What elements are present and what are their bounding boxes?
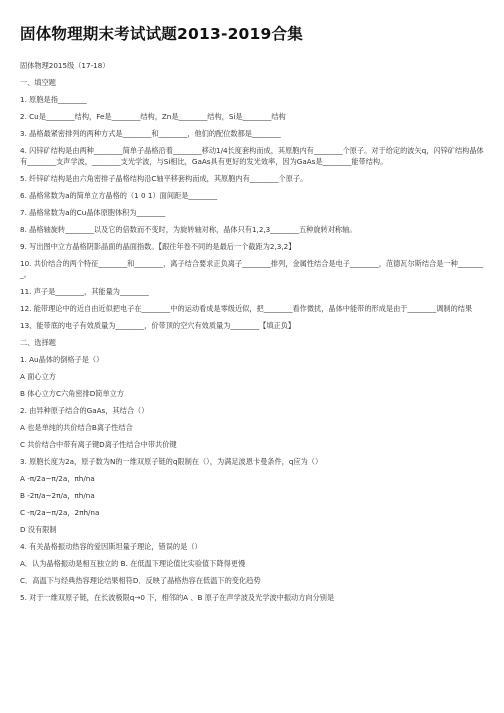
question: 4. 有关晶格振动热容的爱因斯坦量子理论，错误的是（）: [20, 542, 202, 551]
question: 5. 对于一维双原子链，在长波极限q→0 下，相邻的A 、B 原子在声学波及光学波中振动方向分别是: [20, 593, 335, 602]
option: D 没有限制: [20, 525, 57, 534]
option: A 也是单纯的共价结合B离子性结合: [20, 423, 133, 432]
question: 1. 原胞是指________: [20, 95, 87, 104]
section-heading: 二、选择题: [20, 338, 56, 347]
option: C -π/2a~π/2a，2πh/na: [20, 508, 100, 517]
question: 1. Au晶体的倒格子是（）: [20, 355, 104, 364]
question: 11. 声子是________，其能量为________: [20, 287, 149, 296]
question: 3. 原胞长度为2a，原子数为N的一维双原子链的q限制在（），为满足波恩卡曼条件，q应为（）: [20, 457, 323, 466]
option: B 体心立方C六角密排D简单立方: [20, 389, 125, 398]
option: C．高温下与经典热容理论结果相符D．反映了晶格热容在低温下的变化趋势: [20, 576, 261, 585]
text-line: 固体物理2015级（17-18）: [20, 61, 110, 70]
document-title: 固体物理期末考试试题2013-2019合集: [20, 25, 303, 43]
question: 4. 闪锌矿结构是由两种________简单子晶格沿着________移动1/4长度套构而成，其原胞内有________个原子。对于给定的波矢q，闪锌矿结构晶体有________支声学波，________支光学波，与Si相比，GaAs具有更好的发光效率，因为GaAs是________能带结构。: [20, 146, 484, 166]
question: 13、能带底的电子有效质量为________，价带顶的空穴有效质量为________【填正负】: [20, 321, 296, 330]
option: A -π/2a~π/2a，πh/na: [20, 474, 95, 483]
question: 9. 写出图中立方晶格阴影晶面的晶面指数。【跟往年卷不同的是最后一个截距为2,3,2】: [20, 242, 296, 251]
question: 7. 晶格常数为a的Cu晶体原胞体积为________: [20, 208, 166, 217]
question: 12. 能带理论中的近自由近似把电子在________中的运动看成是零级近似，把________看作微扰，晶体中能带的形成是由于________调制的结果: [20, 304, 473, 313]
question: 6. 晶格常数为a的简单立方晶格的（1 0 1）面间距是________: [20, 191, 218, 200]
option: B -2π/a~2π/a，πh/na: [20, 491, 95, 500]
section-heading: 一、填空题: [20, 78, 56, 87]
question: 2. 由异种原子结合的GaAs，其结合（）: [20, 406, 149, 415]
question: 2. Cu是________结构，Fe是________结构，Zn是________结构，Si是________结构: [20, 112, 286, 121]
option: A 面心立方: [20, 372, 56, 381]
question: 5. 纤锌矿结构是由六角密排子晶格结构沿C轴平移套构而成，其原胞内有________个原子。: [20, 174, 308, 183]
question: 3. 晶格最紧密排列的两种方式是________和________，他们的配位数都是________: [20, 129, 281, 138]
option: A．认为晶格振动是相互独立的 B. 在低温下理论值比实验值下降得更慢: [20, 559, 246, 568]
question: 8. 晶格轴旋转________以及它的倍数而不变时，为旋转轴对称，晶体只有1,2,3________五种旋转对称轴。: [20, 225, 357, 234]
question: 10. 共价结合的两个特征________和________，离子结合要求正负离子________排列，金属性结合是电子________，范德瓦尔斯结合是一种________。: [20, 259, 483, 279]
option: C 共价结合中带有离子键D离子性结合中带共价键: [20, 440, 177, 449]
